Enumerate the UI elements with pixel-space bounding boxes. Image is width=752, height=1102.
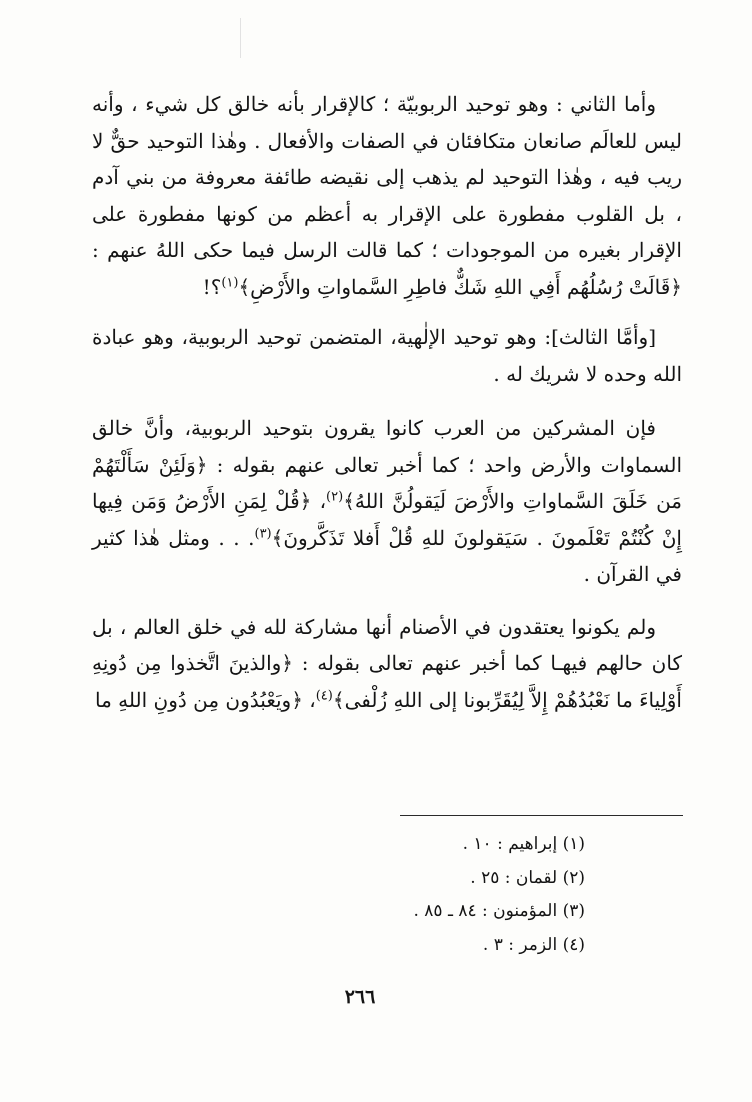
quran-verse: ﴿وَلَئِنْ سَأَلْتَهُمْ مَن خَلَقَ السَّماواتِ والأَرْضَ لَيَقولُنَّ اللهُ﴾ [92,452,683,513]
main-text-body [92,86,682,718]
quran-verse: ﴿والذينَ اتَّخذوا مِن دُونِهِ أَوْلِياءَ ما نَعْبُدُهُمْ إِلاَّ لِيُقَرِّبونا إلى اللهِ زُلْفى﴾ [92,651,682,712]
paragraph-asnam [92,609,682,719]
body-text: [وأمَّا الثالث]: وهو توحيد الإلٰهية، المتضمن توحيد الربوبية، وهو عبادة الله وحده لا شريك له . [92,325,682,386]
quran-verse: ﴿قَالَتْ رُسُلُهُم أَفِي اللهِ شَكٌّ فاطِرِ السَّماواتِ والأَرْضِ﴾ [238,274,682,299]
footnote-reference: (٤) [315,687,333,703]
body-text: . . . ومثل هٰذا كثير في القرآن . [92,525,682,586]
footnote-item: (١) إبراهيم : ١٠ . [462,834,585,854]
body-text: ، [302,687,316,712]
body-text: وأما الثاني : وهو توحيد الربوبيّة ؛ كالإقرار بأنه خالق كل شيء ، وأنه ليس للعالَم صانعان متكافئان في الصفات والأفعال . وهٰذا التوحيد حقٌّ لا ريب فيه ، وهٰذا التوحيد لم يذهب إلى نقيضه طائفة معروفة من بني آدم ، بل القلوب مفطورة على الإقرار به أعظم من كونها مفطورة على الإقرار بغيره من الموجودات ؛ كما قالت الرسل فيما حكى اللهُ عنهم : [92,92,682,262]
quran-verse: ﴿ويَعْبُدُون مِن دُونِ اللهِ ما [95,687,303,712]
footnote-item: (٤) الزمر : ٣ . [482,934,585,955]
quran-verse: ﴿قُلْ لِمَنِ الأَرْضُ وَمَن فِيها إِنْ كُنْتُمْ تَعْلَمونَ . سَيَقولونَ للهِ قُلْ أَفلا تَذَكَّرونَ﴾ [92,489,682,550]
paragraph-tawhid-rububiyya [92,86,682,305]
footnotes-list [300,828,585,962]
page-number: ٢٦٦ [344,986,376,1008]
body-text: ؟! [202,274,222,299]
footnote-item: (٢) لقمان : ٢٥ . [470,867,585,888]
body-text: ، [311,489,327,513]
paragraph-mushrikin-rububiyya [92,410,682,593]
body-text: ولم يكونوا يعتقدون في الأصنام أنها مشاركة لله في خلق العالم ، بل كان حالهم فيهـا كما أخبر عنهم تعالى بقوله : [92,614,682,675]
footnote-reference: (٣) [254,525,272,541]
footnote-separator [400,815,683,816]
scan-mark-divider [240,18,241,58]
body-text: فإن المشركين من العرب كانوا يقرون بتوحيد الربوبية، وأنَّ خالق السماوات والأرض واحد ؛ كما أخبر تعالى عنهم بقوله : [92,416,683,477]
footnote-item: (٣) المؤمنون : ٨٤ ـ ٨٥ . [413,901,585,921]
footnote-reference: (٢) [326,489,344,505]
footnote-reference: (١) [221,274,239,290]
paragraph-tawhid-uluhiyya [92,319,682,392]
